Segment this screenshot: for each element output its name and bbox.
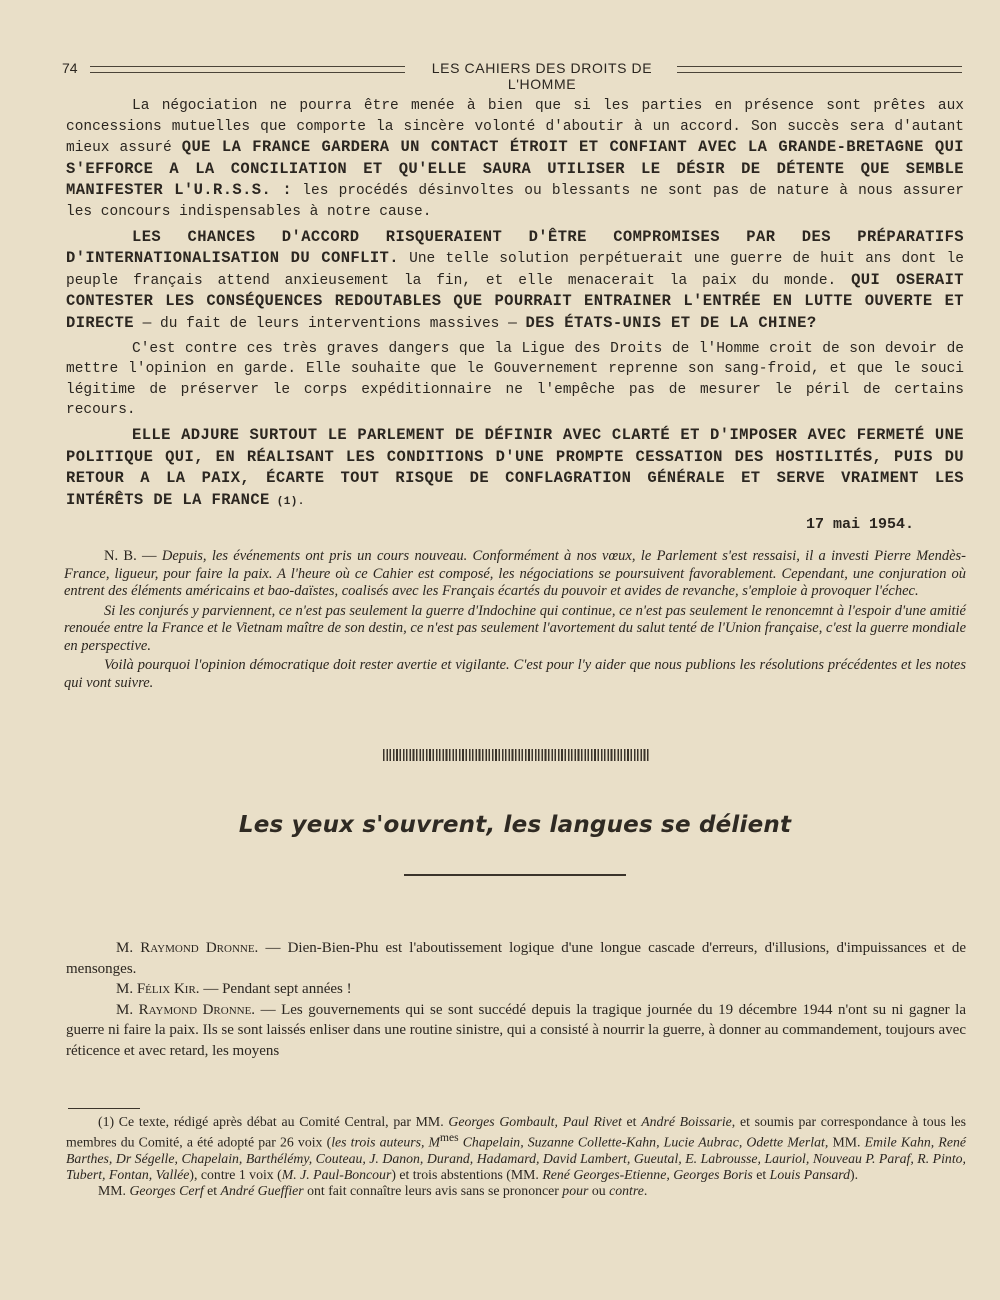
footnote-names: Louis Pansard: [769, 1166, 851, 1182]
resolution-emphasis: DES ÉTATS-UNIS ET DE LA CHINE?: [525, 313, 817, 332]
running-header: [62, 58, 962, 92]
footnote-names: Georges Gombault, Paul Rivet: [448, 1114, 622, 1129]
note-paragraph: Voilà pourquoi l'opinion démocratique doit rester avertie et vigilante. C'est pour l'y aider que nous publions les résolutions précédentes et les notes qui vont suivre.: [64, 657, 966, 691]
ornamental-divider: [383, 749, 650, 761]
speech-text: — Les gouvernements qui se sont succédé depuis la tragique journée du 19 décembre 1944 n'ont su ni gagner la guerre ni faire la paix. Ils se sont laissés enliser dans une routine sinistre, qui a consisté à nourrir la guerre, à donner au commandement, toujours avec réticence et avec retard, les moyens: [66, 1001, 966, 1059]
resolution-paragraph: [66, 227, 964, 335]
resolution-text-run: La négociation ne pourra être menée à bien que si les parties en présence sont prêtes aux concessions mutuelles que comporte la sincère volonté d'aboutir à un accord. Son succès sera d'autant mieux assuré: [66, 98, 964, 157]
footnote-names: René Georges-Etienne, Georges Boris: [542, 1166, 753, 1182]
footnote-text: MM.: [828, 1134, 865, 1150]
footnote-paragraph: [66, 1183, 966, 1199]
footnote-reference: (1).: [269, 495, 305, 508]
speaker-name: M. Raymond Dronne.: [116, 940, 259, 956]
resolution-text-run: — du fait de leurs interventions massives —: [133, 315, 526, 332]
resolution-text: [66, 96, 964, 533]
footnote-emphasis: contre: [609, 1182, 644, 1198]
note-label: N. B. —: [104, 548, 162, 564]
journal-title: LES CAHIERS DES DROITS DE L'HOMME: [431, 60, 653, 92]
note-paragraph: Si les conjurés y parviennent, ce n'est pas seulement la guerre d'Indochine qui continue, ce n'est pas seulement le renoncemnt à l'espoir d'une amitié renouée entre la France et le Vietnam maître de son destin, ce n'est pas seulement l'avortement du salut tenté de l'Union française, c'est la guerre mondiale en perspective.: [64, 602, 966, 654]
footnote: [66, 1114, 966, 1199]
footnote-text: (1) Ce texte, rédigé après débat au Comité Central, par MM.: [98, 1114, 449, 1129]
footnote-text: , et soumis par correspondance à tous les membres du Comité, a été adopté par 26 voix (: [66, 1114, 966, 1150]
note-text: Depuis, les événements ont pris un cours nouveau. Conformément à nos vœux, le Parlement s'est ressaisi, il a investi Pierre Mendès-France, ligueur, pour faire la paix. A l'heure où ce Cahier est composé, les négociations se poursuivent favorablement. Cependant, une conjuration où entrent des éléments américains et bao-daïstes, coalisés avec les Français écartés du pouvoir et avides de revanche, s'emploie à provoquer l'échec.: [64, 548, 966, 599]
footnote-text: et: [621, 1114, 642, 1129]
header-rule-right: [677, 66, 962, 73]
footnote-text: ou: [588, 1182, 610, 1198]
debate-transcript: [66, 938, 966, 1061]
footnote-text: MM.: [98, 1182, 130, 1198]
resolution-emphasis: QUE LA FRANCE GARDERA UN CONTACT ÉTROIT ET CONFIANT AVEC LA GRANDE-BRETAGNE QUI S'EFFORCE A LA CONCILIATION ET QU'ELLE SAURA UTILISER LE DÉSIR DE DÉTENTE QUE SEMBLE MANIFESTER L'U.R.S.S. :: [66, 138, 965, 200]
footnote-text: et: [203, 1182, 221, 1198]
footnote-paragraph: [66, 1114, 966, 1183]
debate-entry: [66, 938, 966, 979]
footnote-emphasis: pour: [562, 1182, 589, 1198]
footnote-text: ).: [850, 1166, 859, 1182]
footnote-names: André Gueffier: [220, 1182, 304, 1198]
debate-entry: [66, 979, 966, 1000]
title-underline: [404, 874, 626, 876]
footnote-names: André Boissarie: [641, 1114, 732, 1129]
footnote-superscript: mes: [440, 1132, 459, 1144]
footnote-names: Emile Kahn, René Barthes, Dr Ségelle, Chapelain, Barthélémy, Couteau, J. Danon, Durand, Hadamard, David Lambert, Gueutal, E. Labrousse, Lauriol, Nouveau P. Paraf, R. Pinto, Tubert, Fontan, Vallée: [66, 1134, 966, 1182]
resolution-emphasis: LES CHANCES D'ACCORD RISQUERAIENT D'ÊTRE COMPROMISES PAR DES PRÉPARATIFS D'INTERNATIONALISATION DU CONFLIT.: [66, 227, 964, 268]
footnote-text: et: [752, 1166, 770, 1182]
speech-text: — Dien-Bien-Phu est l'aboutissement logique d'une longue cascade d'erreurs, d'illusions, d'impuissances et de mensonges.: [66, 940, 966, 977]
footnote-text: ), contre 1 voix (: [189, 1166, 282, 1182]
debate-entry: [66, 1000, 966, 1062]
footnote-text: ont fait connaître leurs avis sans se prononcer: [303, 1182, 563, 1198]
resolution-paragraph: [66, 425, 964, 512]
footnote-names: les trois auteurs, M: [331, 1134, 441, 1150]
footnote-names: M. J. Paul-Boncour: [281, 1166, 392, 1182]
section-title: Les yeux s'ouvrent, les langues se délient: [238, 812, 792, 838]
resolution-paragraph: [66, 96, 964, 223]
speaker-name: M. Raymond Dronne.: [116, 1001, 256, 1018]
note-paragraph: [64, 548, 966, 601]
header-rule-left: [90, 66, 405, 73]
footnote-text: .: [643, 1182, 648, 1198]
resolution-text-run: les procédés désinvoltes ou blessants ne sont pas de nature à nous assurer les concours indispensables à notre cause.: [66, 183, 964, 220]
resolution-text-run: Une telle solution perpétuerait une guerre de huit ans dont le peuple français attend anxieusement la fin, et elle menacerait la paix du monde.: [66, 251, 964, 289]
speech-text: — Pendant sept années !: [199, 981, 352, 997]
footnote-text: ) et trois abstentions (MM.: [391, 1166, 543, 1182]
resolution-emphasis: ELLE ADJURE SURTOUT LE PARLEMENT DE DÉFINIR AVEC CLARTÉ ET D'IMPOSER AVEC FERMETÉ UNE POLITIQUE QUI, EN RÉALISANT LES CONDITIONS D'UNE PROMPTE CESSATION DES HOSTILITÉS, PUIS DU RETOUR A LA PAIX, ÉCARTE TOUT RISQUE DE CONFLAGRATION GÉNÉRALE ET SERVE VRAIMENT LES INTÉRÊTS DE LA FRANCE: [66, 425, 964, 509]
resolution-emphasis: QUI OSERAIT CONTESTER LES CONSÉQUENCES REDOUTABLES QUE POURRAIT ENTRAINER L'ENTRÉE EN LUTTE OUVERTE ET DIRECTE: [66, 270, 964, 332]
footnote-names: Georges Cerf: [129, 1182, 204, 1198]
footnote-names: Chapelain, Suzanne Collette-Kahn, Lucie Aubrac, Odette Merlat,: [458, 1134, 829, 1150]
resolution-date: 17 mai 1954.: [805, 516, 914, 534]
speaker-name: M. Félix Kir.: [116, 981, 200, 997]
resolution-paragraph: C'est contre ces très graves dangers que la Ligue des Droits de l'Homme croit de son devoir de mettre l'opinion en garde. Elle souhaite que le Gouvernement reprenne son sang-froid, et que le souci légitime de préserver le corps expéditionnaire ne l'empêche pas de mesurer le péril de certains recours.: [66, 340, 964, 419]
page-number: 74: [62, 60, 78, 76]
editor-note: [64, 548, 966, 694]
footnote-separator: [68, 1108, 140, 1109]
